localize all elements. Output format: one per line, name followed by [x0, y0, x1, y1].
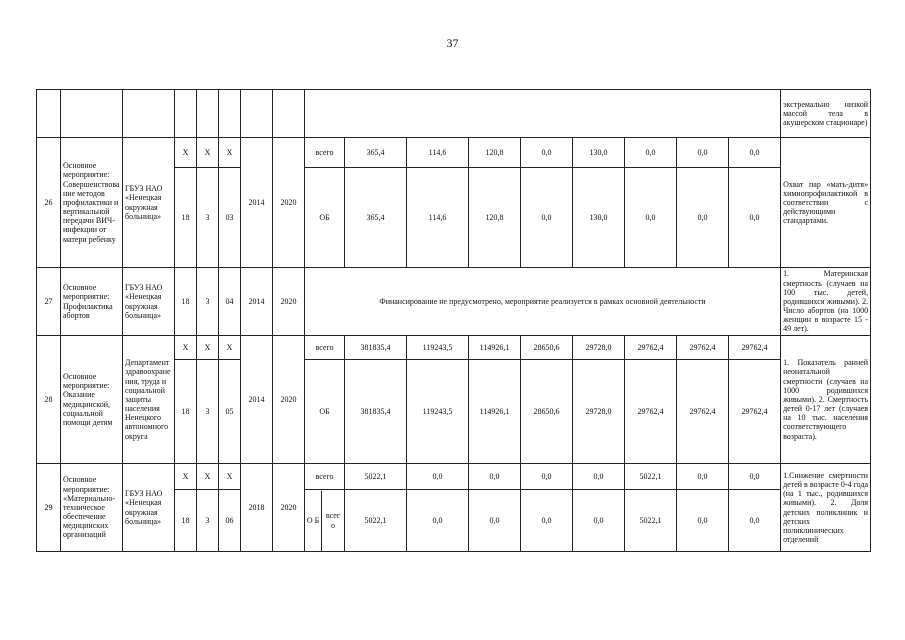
funding-label: всего	[305, 336, 345, 360]
code-x: Х	[175, 336, 197, 360]
value-cell: 5022,1	[625, 464, 677, 490]
value-cell: 114,6	[407, 138, 469, 168]
value-cell: 0,0	[407, 490, 469, 552]
value-cell: 5022,1	[625, 490, 677, 552]
program-table	[36, 89, 871, 552]
value-cell: 0,0	[625, 168, 677, 268]
value-cell: 130,0	[573, 138, 625, 168]
value-cell: 29762,4	[729, 360, 781, 464]
value-cell: 120,8	[469, 168, 521, 268]
code-cell: 3	[197, 268, 219, 336]
code-cell: 3	[197, 168, 219, 268]
value-cell: 0,0	[729, 490, 781, 552]
executor: ГБУЗ НАО «Ненецкая окружная больница»	[123, 464, 175, 552]
indicator-cell: 1.Снижение смертности детей в возрасте 0-4 года (на 1 тыс., родившихся живыми). 2. Доля детских поликлиник и детских поликлинических отделений	[781, 464, 871, 552]
value-cell: 114,6	[407, 168, 469, 268]
value-cell: 0,0	[469, 490, 521, 552]
financing-note: Финансирование не предусмотрено, мероприятие реализуется в рамках основной деятельности	[305, 268, 781, 336]
funding-label: всего	[305, 138, 345, 168]
code-x: Х	[219, 336, 241, 360]
year-end: 2020	[273, 138, 305, 268]
value-cell: 114926,1	[469, 336, 521, 360]
table-row	[37, 464, 871, 490]
code-x: Х	[197, 138, 219, 168]
funding-label: всег о	[325, 511, 341, 530]
activity-title: Основное мероприятие: «Материально-техническое обеспечение медицинских организаций	[61, 464, 123, 552]
value-cell: 0,0	[573, 490, 625, 552]
value-cell: 0,0	[729, 138, 781, 168]
value-cell: 28650,6	[521, 336, 573, 360]
year-end: 2020	[273, 268, 305, 336]
value-cell: 0,0	[677, 168, 729, 268]
value-cell: 120,8	[469, 138, 521, 168]
value-cell: 5022,1	[345, 490, 407, 552]
value-cell: 0,0	[469, 464, 521, 490]
code-cell: 18	[175, 268, 197, 336]
table-row	[37, 138, 871, 168]
code-x: Х	[175, 464, 197, 490]
value-cell: 0,0	[625, 138, 677, 168]
funding-label-split	[305, 490, 345, 552]
activity-title: Основное мероприятие: Оказание медицинской, социальной помощи детям	[61, 336, 123, 464]
year-start: 2018	[241, 464, 273, 552]
value-cell: 0,0	[677, 464, 729, 490]
value-cell: 119243,5	[407, 336, 469, 360]
value-cell: 29762,4	[729, 336, 781, 360]
activity-title: Основное мероприятие: Профилактика абортов	[61, 268, 123, 336]
value-cell: 29762,4	[625, 336, 677, 360]
value-cell: 0,0	[729, 464, 781, 490]
row-number: 27	[37, 268, 61, 336]
code-cell: 18	[175, 360, 197, 464]
indicator-cell: Охват пар «мать-дитя» химиопрофилактикой в соответствии с действующими стандартами.	[781, 138, 871, 268]
value-cell: 0,0	[521, 490, 573, 552]
executor: ГБУЗ НАО «Ненецкая окружная больница»	[123, 268, 175, 336]
row-number: 29	[37, 464, 61, 552]
code-cell: 04	[219, 268, 241, 336]
indicator-cell: 1. Материнская смертность (случаев на 100 тыс. детей, родившихся живыми). 2. Число абортов (на 1000 женщин в возрасте 15 - 49 лет).	[781, 268, 871, 336]
value-cell: 365,4	[345, 138, 407, 168]
value-cell: 114926,1	[469, 360, 521, 464]
funding-label: всего	[305, 464, 345, 490]
page-number: 37	[446, 36, 459, 50]
value-cell: 130,0	[573, 168, 625, 268]
value-cell: 0,0	[573, 464, 625, 490]
value-cell: 0,0	[407, 464, 469, 490]
code-x: Х	[219, 464, 241, 490]
indicator-cell: 1. Показатель ранней неонатальной смертности (случаев на 1000 родившихся живыми). 2. Смертность детей 0-17 лет (случаев на 10 тыс. населения соответствующего возраста).	[781, 336, 871, 464]
value-cell: 29762,4	[625, 360, 677, 464]
value-cell: 365,4	[345, 168, 407, 268]
executor: Департамент здравоохранения, труда и социальной защиты населения Ненецкого автономного округа	[123, 336, 175, 464]
value-cell: 0,0	[677, 138, 729, 168]
executor: ГБУЗ НАО «Ненецкая окружная больница»	[123, 138, 175, 268]
value-cell: 0,0	[521, 168, 573, 268]
value-cell: 119243,5	[407, 360, 469, 464]
code-x: Х	[197, 336, 219, 360]
funding-label: ОБ	[305, 360, 345, 464]
value-cell: 29762,4	[677, 360, 729, 464]
value-cell: 29728,0	[573, 360, 625, 464]
value-cell: 381835,4	[345, 360, 407, 464]
table-row	[37, 268, 871, 336]
year-start: 2014	[241, 268, 273, 336]
year-start: 2014	[241, 336, 273, 464]
value-cell: 0,0	[521, 138, 573, 168]
code-cell: 3	[197, 360, 219, 464]
code-x: Х	[175, 138, 197, 168]
indicator-cell: экстремально низкой массой тела в акушерском стационаре)	[781, 90, 871, 138]
value-cell: 0,0	[677, 490, 729, 552]
code-cell: 03	[219, 168, 241, 268]
activity-title: Основное мероприятие: Совершенствование методов профилактики и вертикальной передачи ВИЧ-инфекции от матери ребенку	[61, 138, 123, 268]
value-cell: 29728,0	[573, 336, 625, 360]
code-cell: 05	[219, 360, 241, 464]
funding-label: ОБ	[305, 168, 345, 268]
continuation-row	[37, 90, 871, 138]
table-row	[37, 336, 871, 360]
year-start: 2014	[241, 138, 273, 268]
value-cell: 29762,4	[677, 336, 729, 360]
code-cell: 18	[175, 490, 197, 552]
value-cell: 28650,6	[521, 360, 573, 464]
value-cell: 5022,1	[345, 464, 407, 490]
row-number: 26	[37, 138, 61, 268]
code-cell: 3	[197, 490, 219, 552]
value-cell: 0,0	[521, 464, 573, 490]
code-cell: 18	[175, 168, 197, 268]
value-cell: 0,0	[729, 168, 781, 268]
code-x: Х	[197, 464, 219, 490]
year-end: 2020	[273, 464, 305, 552]
code-cell: 06	[219, 490, 241, 552]
year-end: 2020	[273, 336, 305, 464]
row-number: 28	[37, 336, 61, 464]
value-cell: 381835,4	[345, 336, 407, 360]
funding-label: О Б	[305, 491, 322, 551]
code-x: Х	[219, 138, 241, 168]
